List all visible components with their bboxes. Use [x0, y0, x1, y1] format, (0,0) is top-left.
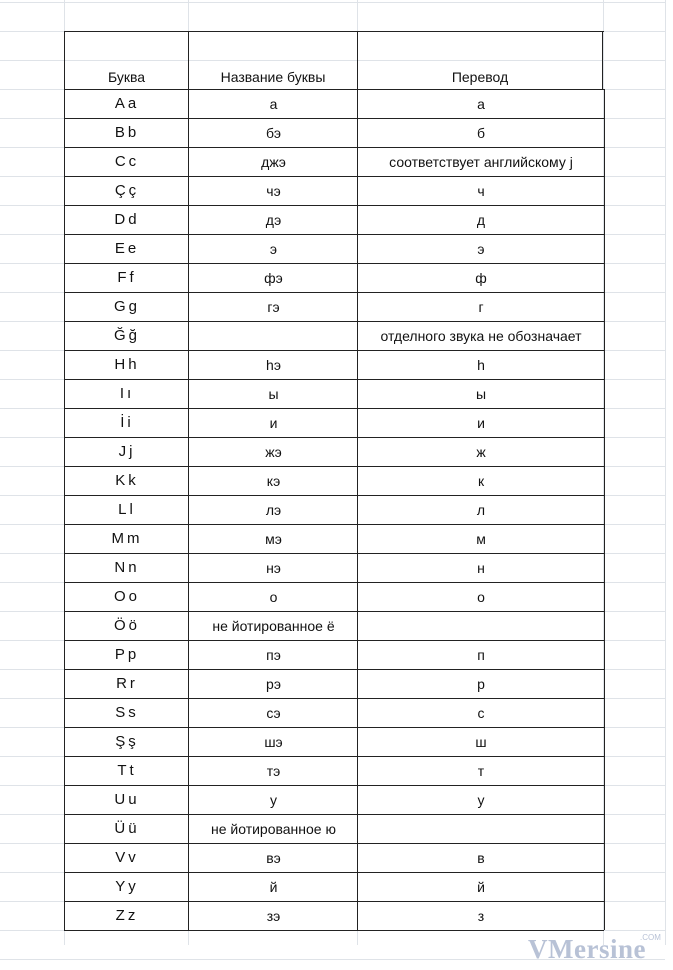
letter-cell: Tt	[64, 756, 189, 785]
translation-cell: ы	[357, 379, 605, 408]
translation-cell: п	[357, 640, 605, 669]
letter-name-cell: о	[188, 582, 358, 611]
letter-cell: Cc	[64, 147, 189, 176]
grid-row-line	[0, 2, 665, 3]
table-row	[64, 553, 603, 582]
letter-cell: Aa	[64, 89, 189, 118]
table-border	[64, 205, 604, 206]
letter-cell: Vv	[64, 843, 189, 872]
letter-name-cell: фэ	[188, 263, 358, 292]
translation-cell: у	[357, 785, 605, 814]
letter-name-cell	[188, 321, 358, 350]
table-row	[64, 89, 603, 118]
letter-name-cell: шэ	[188, 727, 358, 756]
table-border	[64, 901, 604, 902]
translation-cell: а	[357, 89, 605, 118]
header-translation: Перевод	[357, 31, 603, 89]
table-border	[64, 437, 604, 438]
table-row	[64, 901, 603, 930]
letter-cell: Ss	[64, 698, 189, 727]
table-border	[64, 466, 604, 467]
letter-name-cell: й	[188, 872, 358, 901]
translation-cell: ф	[357, 263, 605, 292]
translation-cell: с	[357, 698, 605, 727]
table-row	[64, 408, 603, 437]
table-row	[64, 176, 603, 205]
table-border	[64, 147, 604, 148]
translation-cell: о	[357, 582, 605, 611]
letter-name-cell: пэ	[188, 640, 358, 669]
translation-cell: л	[357, 495, 605, 524]
table-row	[64, 640, 603, 669]
translation-cell: ж	[357, 437, 605, 466]
table-border	[64, 582, 604, 583]
table-border	[64, 930, 604, 931]
table-border	[64, 292, 604, 293]
letter-cell: Ee	[64, 234, 189, 263]
letter-cell: Ff	[64, 263, 189, 292]
letter-name-cell: жэ	[188, 437, 358, 466]
letter-cell: Yy	[64, 872, 189, 901]
letter-cell: Bb	[64, 118, 189, 147]
translation-cell	[357, 611, 605, 640]
table-row	[64, 698, 603, 727]
table-border	[64, 843, 604, 844]
translation-cell: h	[357, 350, 605, 379]
table-row	[64, 321, 603, 350]
translation-cell: отделного звука не обозначает	[357, 321, 605, 350]
table-row	[64, 814, 603, 843]
letter-name-cell: кэ	[188, 466, 358, 495]
letter-cell: Zz	[64, 901, 189, 930]
translation-cell: т	[357, 756, 605, 785]
table-border	[64, 118, 604, 119]
letter-cell: Uu	[64, 785, 189, 814]
translation-cell: б	[357, 118, 605, 147]
letter-name-cell: нэ	[188, 553, 358, 582]
letter-name-cell: мэ	[188, 524, 358, 553]
letter-cell: Hh	[64, 350, 189, 379]
letter-name-cell: э	[188, 234, 358, 263]
translation-cell: к	[357, 466, 605, 495]
table-border	[64, 640, 604, 641]
letter-cell: Rr	[64, 669, 189, 698]
table-row	[64, 611, 603, 640]
letter-cell: Çç	[64, 176, 189, 205]
letter-name-cell: джэ	[188, 147, 358, 176]
letter-name-cell: у	[188, 785, 358, 814]
letter-name-cell: рэ	[188, 669, 358, 698]
letter-cell: Pp	[64, 640, 189, 669]
table-row	[64, 147, 603, 176]
table-row	[64, 524, 603, 553]
letter-name-cell: hэ	[188, 350, 358, 379]
table-border	[64, 234, 604, 235]
letter-cell: Şş	[64, 727, 189, 756]
table-row	[64, 495, 603, 524]
translation-cell: э	[357, 234, 605, 263]
translation-cell: з	[357, 901, 605, 930]
letter-cell: Gg	[64, 292, 189, 321]
letter-name-cell: бэ	[188, 118, 358, 147]
table-border	[64, 727, 604, 728]
table-border	[64, 495, 604, 496]
table-row	[64, 582, 603, 611]
table-row	[64, 292, 603, 321]
table-row	[64, 785, 603, 814]
translation-cell: д	[357, 205, 605, 234]
letter-cell: Öö	[64, 611, 189, 640]
letter-cell: Dd	[64, 205, 189, 234]
table-border	[64, 785, 604, 786]
letter-cell: Jj	[64, 437, 189, 466]
table-border	[64, 31, 604, 32]
letter-cell: Ll	[64, 495, 189, 524]
table-row	[64, 669, 603, 698]
header-letter-name: Название буквы	[188, 31, 357, 89]
translation-cell: ш	[357, 727, 605, 756]
table-row	[64, 756, 603, 785]
letter-cell: Mm	[64, 524, 189, 553]
translation-cell: н	[357, 553, 605, 582]
table-row	[64, 379, 603, 408]
table-border	[64, 669, 604, 670]
letter-cell: Kk	[64, 466, 189, 495]
letter-name-cell: не йотированное ю	[188, 814, 358, 843]
letter-name-cell: сэ	[188, 698, 358, 727]
table-border	[64, 379, 604, 380]
letter-cell: İi	[64, 408, 189, 437]
table-border	[64, 756, 604, 757]
letter-name-cell: ы	[188, 379, 358, 408]
translation-cell: соответствует английскому j	[357, 147, 605, 176]
translation-cell: р	[357, 669, 605, 698]
translation-cell: и	[357, 408, 605, 437]
table-border	[64, 814, 604, 815]
translation-cell	[357, 814, 605, 843]
table-border	[64, 553, 604, 554]
translation-cell: в	[357, 843, 605, 872]
table-border	[64, 176, 604, 177]
letter-name-cell: не йотированное ё	[188, 611, 358, 640]
letter-cell: Nn	[64, 553, 189, 582]
letter-name-cell: тэ	[188, 756, 358, 785]
table-border	[64, 350, 604, 351]
grid-column-line	[665, 0, 666, 945]
letter-name-cell: дэ	[188, 205, 358, 234]
table-row	[64, 205, 603, 234]
table-header-row	[64, 31, 603, 89]
table-row	[64, 437, 603, 466]
watermark-suffix: .COM	[640, 933, 661, 942]
header-letter: Буква	[64, 31, 188, 89]
letter-name-cell: гэ	[188, 292, 358, 321]
table-row	[64, 872, 603, 901]
letter-cell: Ğğ	[64, 321, 189, 350]
table-row	[64, 234, 603, 263]
translation-cell: м	[357, 524, 605, 553]
table-border	[64, 408, 604, 409]
table-row	[64, 263, 603, 292]
table-row	[64, 350, 603, 379]
translation-cell: г	[357, 292, 605, 321]
table-border	[64, 872, 604, 873]
letter-name-cell: вэ	[188, 843, 358, 872]
table-border	[64, 698, 604, 699]
watermark-logo: VMersine	[528, 934, 646, 964]
table-row	[64, 843, 603, 872]
table-border	[64, 263, 604, 264]
table-row	[64, 727, 603, 756]
table-border	[64, 611, 604, 612]
translation-cell: й	[357, 872, 605, 901]
letter-name-cell: лэ	[188, 495, 358, 524]
letter-cell: Üü	[64, 814, 189, 843]
letter-name-cell: и	[188, 408, 358, 437]
table-border	[64, 524, 604, 525]
letter-name-cell: а	[188, 89, 358, 118]
translation-cell: ч	[357, 176, 605, 205]
letter-name-cell: зэ	[188, 901, 358, 930]
table-border	[64, 89, 604, 90]
table-row	[64, 118, 603, 147]
table-border	[64, 321, 604, 322]
letter-name-cell: чэ	[188, 176, 358, 205]
letter-cell: Oo	[64, 582, 189, 611]
table-row	[64, 466, 603, 495]
letter-cell: Iı	[64, 379, 189, 408]
